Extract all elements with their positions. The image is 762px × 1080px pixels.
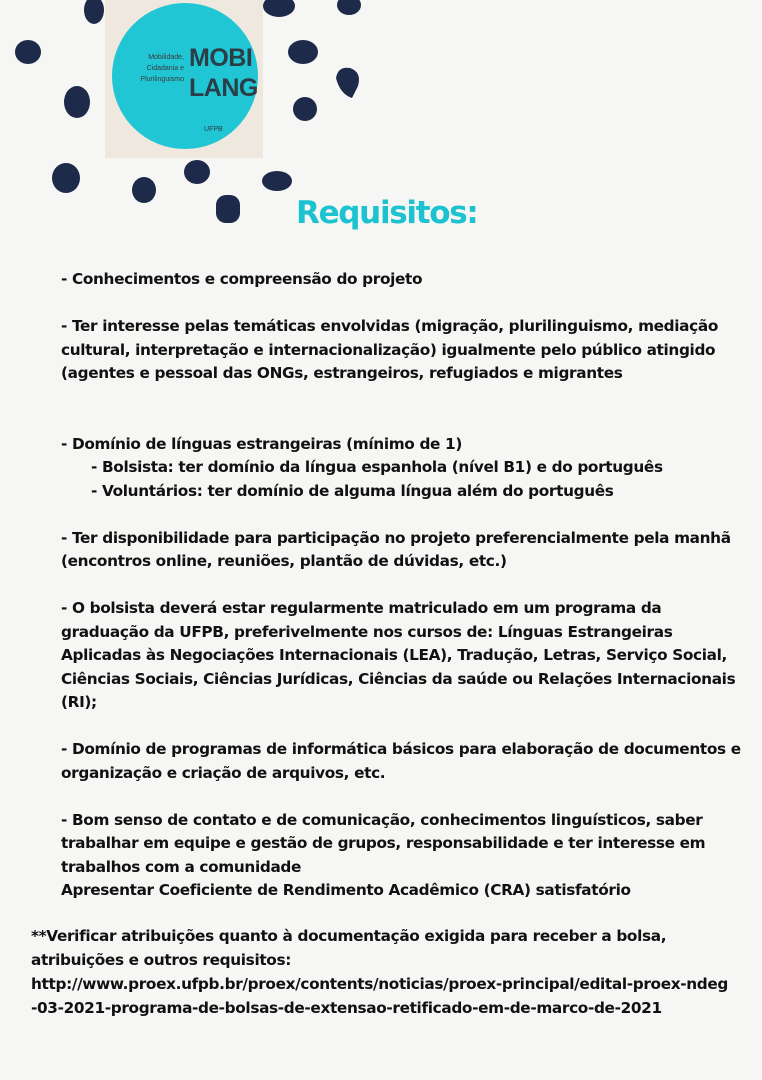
logo-name-line1: MOBI: [189, 44, 253, 72]
note-link[interactable]: http://www.proex.ufpb.br/proex/contents/noticias/proex-principal/edital-proex-ndeg-03-2021-programa-de-bolsas-de-extensao-retificado-em-de-marco-de-2021: [31, 975, 729, 1017]
requirement-item: Apresentar Coeficiente de Rendimento Acadêmico (CRA) satisfatório: [61, 881, 631, 899]
logo-name-line2: LANG: [189, 74, 258, 102]
documentation-note: [31, 924, 731, 1020]
logo-subtitle-line: Plurilinguismo: [140, 76, 184, 83]
dot-shape: [337, 0, 361, 15]
note-text: **Verificar atribuições quanto à documentação exigida para receber a bolsa, atribuições e outros requisitos:: [31, 927, 667, 969]
logo-subtitle: [124, 52, 184, 85]
dot-shape: [132, 177, 156, 203]
requirement-item: - O bolsista deverá estar regularmente matriculado em um programa da graduação da UFPB, preferivelmente nos cursos de: Línguas Estrangeiras Aplicadas às Negociações Internacionais (LEA), Tradução, Letras, Serviço Social, Ciências Sociais, Ciências Jurídicas, Ciências da saúde ou Relações Internacionais (RI);: [61, 599, 736, 711]
dot-shape: [293, 97, 317, 121]
dot-shape: [64, 86, 90, 118]
logo-subtitle-line: Cidadania e: [146, 65, 184, 72]
logo-institution: UFPB: [204, 126, 223, 133]
dot-shape: [15, 40, 41, 64]
requirement-subitem: - Voluntários: ter domínio de alguma língua além do português: [91, 481, 614, 500]
dot-shape: [262, 171, 292, 191]
requirements-list: [61, 268, 741, 903]
dot-shape: [288, 40, 318, 64]
requirement-item: - Bom senso de contato e de comunicação, conhecimentos linguísticos, saber trabalhar em equipe e gestão de grupos, responsabilidade e ter interesse em trabalhos com a comunidade: [61, 810, 706, 876]
requirement-item: - Ter disponibilidade para participação no projeto preferencialmente pela manhã (encontros online, reuniões, plantão de dúvidas, etc.): [61, 528, 731, 570]
requirement-item: - Domínio de programas de informática básicos para elaboração de documentos e organização e criação de arquivos, etc.: [61, 740, 741, 782]
logo-circle: [112, 3, 258, 149]
mobilang-logo: [105, 0, 263, 158]
dot-shape: [216, 195, 240, 223]
dot-shape: [52, 163, 80, 193]
logo-subtitle-line: Mobilidade,: [148, 54, 184, 61]
dot-shape: [336, 68, 359, 98]
dot-shape: [263, 0, 295, 17]
requirement-item: - Ter interesse pelas temáticas envolvidas (migração, plurilinguismo, mediação cultural, interpretação e internacionalização) igualmente pelo público atingido (agentes e pessoal das ONGs, estrangeiros, refugiados e migrantes: [61, 317, 718, 382]
logo-name: [189, 43, 258, 103]
dot-shape: [184, 160, 210, 184]
dot-shape: [84, 0, 104, 24]
requirement-item: - Conhecimentos e compreensão do projeto: [61, 270, 423, 288]
requirement-subitem: - Bolsista: ter domínio da língua espanhola (nível B1) e do português: [91, 458, 663, 476]
requirement-item: - Domínio de línguas estrangeiras (mínimo de 1): [61, 434, 462, 453]
page-title: Requisitos:: [296, 195, 478, 231]
